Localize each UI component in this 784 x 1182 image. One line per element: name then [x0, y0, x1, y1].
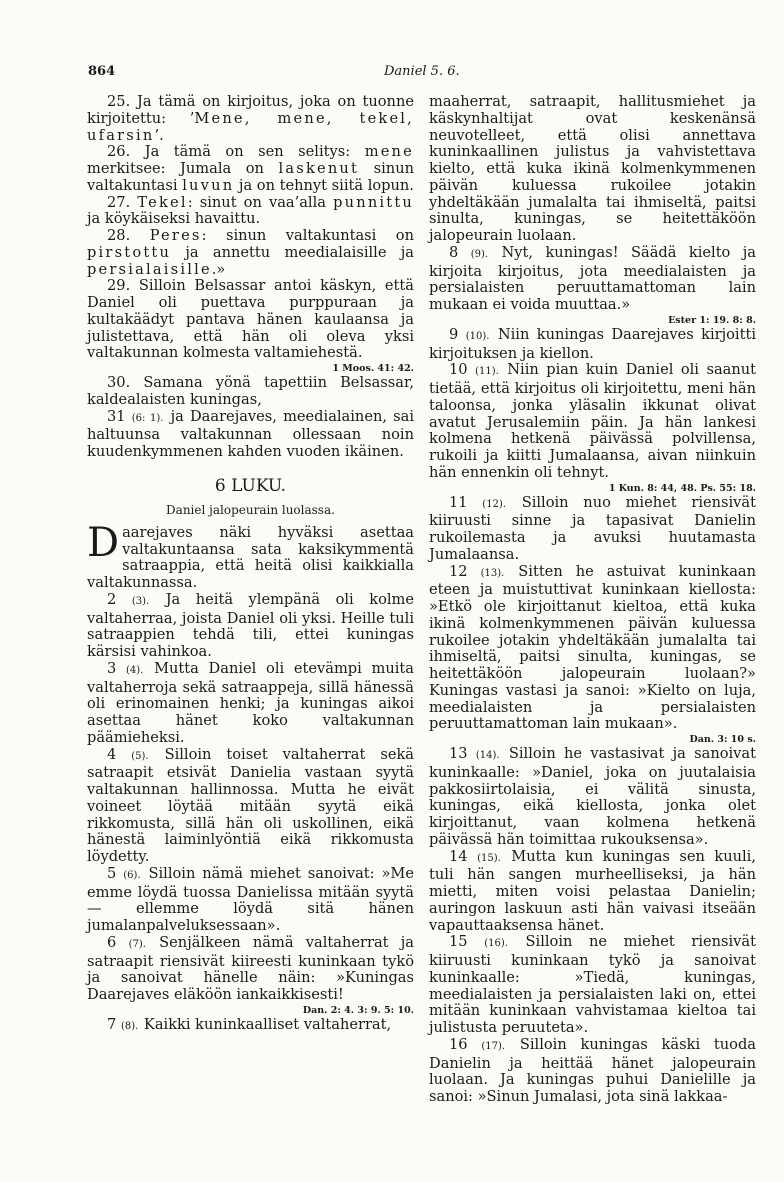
cross-reference: 1 Moos. 41: 42.: [332, 363, 414, 374]
verse-text: Niin kuningas Daarejaves kirjoitti kirjoituksen ja kiellon.: [429, 325, 756, 362]
running-title: Daniel 5. 6.: [384, 64, 460, 79]
verse-number: 26.: [107, 143, 131, 161]
verse-25: [87, 94, 414, 144]
verse-text: Nyt, kuningas! Säädä kielto ja kirjoita kirjoitus, jota meedialaisten ja persialaisten peruuttamattoman lain mukaan ei voida muuttaa.»: [429, 243, 756, 313]
chapter-6-verse-7: [87, 1017, 414, 1036]
verse-text: .»: [211, 260, 226, 278]
verse-text: Silloin kuningas käski tuoda Danielin ja heittää hänet jalopeurain luolaan. Ja kuningas puhui Danielille ja sanoi: »Sinun Jumalasi, jota sinä lakkaa-: [429, 1035, 756, 1105]
spaced-word: luvun: [182, 176, 235, 194]
verse-number: 16: [449, 1035, 468, 1053]
left-column: [87, 94, 414, 1036]
verse-number: 6: [107, 933, 117, 951]
verse-text: [130, 227, 149, 244]
verse-text: Kaikki kuninkaalliset valtaherrat,: [139, 1015, 392, 1033]
verse-text: Silloin nuo miehet riensivät kiiruusti sinne ja tapasivat Danielin rukoilemasta ja avuksi huutamasta Jumalaansa.: [429, 493, 756, 563]
chapter-subtitle: Daniel jalopeurain luolassa.: [166, 502, 335, 517]
chapter-6-verse-10: [429, 362, 756, 481]
verse-text: Senjälkeen nämä valtaherrat ja satraapit riensivät kiireesti kuninkaan tykö ja sanoivat hänelle näin: »Kuningas Daarejaves eläköön iankaikkisesti!: [87, 933, 414, 1003]
verse-30: [87, 375, 414, 409]
cross-reference: 1 Kun. 8: 44, 48. Ps. 55: 18.: [608, 482, 756, 494]
verse-text: Silloin ne miehet riensivät kiiruusti kuninkaan tykö ja sanoivat kuninkaalle: »Tiedä, kuningas, meedialaisten ja persialaisten laki on, ettei mitään kuninkaan vahvistamaa kieltoa tai julistusta peruuteta».: [429, 933, 756, 1036]
verse-number: 12: [449, 562, 468, 580]
verse-28: [87, 228, 414, 278]
verse-text: Ja tämä on kirjoitus, joka on tuonne kirjoitettu: ’: [87, 93, 414, 127]
chapter-6-verse-4: [87, 747, 414, 866]
verse-text: Silloin he vastasivat ja sanoivat kuninkaalle: »Daniel, joka on juutalaisia pakkosiirtolaisia, ei välitä sinusta, kuningas, eikä kiellosta, jonka olet kirjoittanut, vaan kolmena hetkenä päivässä hän toimittaa rukouksensa».: [429, 745, 756, 848]
page-number: 864: [88, 64, 116, 79]
spaced-word: laskenut: [278, 160, 360, 177]
chapter-6-verse-3: [87, 661, 414, 747]
chapter-6-verse-6: [87, 935, 414, 1004]
verse-number: 28.: [107, 227, 131, 244]
alt-verse-number: (10).: [465, 330, 490, 342]
verse-number: 4: [107, 745, 117, 763]
verse-text: Ja heitä ylempänä oli kolme valtaherraa, joista Daniel oli yksi. Heille tuli satraappien tehdä tili, ettei kuningas kärsisi vahinkoa.: [87, 590, 415, 660]
verse-text: : sinun valtakuntasi on: [201, 227, 414, 244]
verse-number: 13: [449, 745, 468, 762]
verse-29: [87, 278, 414, 362]
spaced-word: Mene, mene, tekel, ufarsin: [87, 109, 414, 144]
alt-verse-number: (16).: [484, 938, 508, 950]
right-column: [429, 94, 756, 1106]
verse-text: aarejaves näki hyväksi asettaa valtakuntaansa sata kaksikymmentä satraappia, että heitä olisi kaikkialla valtakunnassa.: [87, 523, 414, 591]
verse-27: [87, 195, 414, 229]
chapter-6-verse-11: [429, 495, 756, 564]
verse-31: [87, 409, 414, 461]
alt-verse-number: (13).: [480, 567, 505, 579]
alt-verse-number: (17).: [481, 1040, 506, 1052]
verse-text: ’.: [154, 126, 164, 144]
page-header: [88, 64, 748, 84]
verse-number: 14: [449, 847, 468, 865]
chapter-6-verse-1: [87, 519, 414, 592]
verse-text: Ja tämä on sen selitys:: [130, 143, 365, 161]
verse-number: 30.: [107, 374, 131, 391]
spaced-word: Tekel: [137, 193, 188, 211]
cross-reference: Ester 1: 19. 8: 8.: [668, 314, 756, 326]
verse-number: 7: [107, 1015, 117, 1033]
verse-text: Mutta Daniel oli etevämpi muita valtaherroja sekä satraappeja, sillä hänessä oli erinomainen henki; ja kuningas aikoi asettaa hänet koko valtakunnan päämieheksi.: [87, 659, 414, 746]
verse-7-continuation: maaherrat, satraapit, hallitusmiehet ja käskynhaltijat ovat keskenänsä neuvotelleet, että olisi annettava kuninkaallinen julistus ja vahvistettava kielto, että kuka ikinä kolmenkymmenen päivän kuluessa rukoilee jotakin yhdeltäkään jumalalta tai ihmiseltä, paitsi sinulta, kuningas, se heitettäköön jalopeurain luolaan.: [429, 93, 756, 244]
verse-text: ja Daarejaves, meedialainen, sai haltuunsa valtakunnan ollessaan noin kuudenkymmenen kahden vuoden ikäinen.: [87, 407, 414, 460]
chapter-6-verse-9: [429, 327, 756, 363]
drop-cap: D: [87, 519, 120, 566]
verse-number: 15: [449, 933, 468, 951]
verse-number: 27.: [107, 193, 131, 211]
verse-number: 3: [107, 659, 117, 677]
verse-text: Silloin nämä miehet sanoivat: »Me emme löydä tuossa Danielissa mitään syytä — ellemme löydä sitä hänen jumalanpalveluksessaan».: [87, 864, 415, 934]
verse-number: 2: [107, 590, 117, 608]
spaced-word: Peres: [149, 227, 202, 244]
alt-verse-number: (7).: [128, 938, 146, 950]
alt-verse-number: (9).: [470, 248, 489, 260]
verse-text: Silloin Belsassar antoi käskyn, että Daniel oli puettava purppuraan ja kultakäädyt pantava hänen kaulaansa ja julistettava, että hän oli oleva yksi valtakunnan kolmesta valtamiehestä.: [87, 277, 414, 362]
chapter-6-verse-13: [429, 746, 756, 849]
alt-verse-number: (3).: [131, 595, 150, 607]
verse-number: 8: [449, 243, 459, 261]
alt-verse-number: (11).: [475, 366, 499, 378]
chapter-6-verse-5: [87, 866, 414, 935]
chapter-6-verse-14: [429, 849, 756, 935]
alt-verse-number: (8).: [120, 1020, 139, 1032]
verse-number: 11: [449, 493, 468, 511]
spaced-word: punnittu: [333, 193, 415, 211]
cross-reference: Dan. 2: 4. 3: 9. 5: 10.: [302, 1004, 414, 1016]
verse-text: Mutta kun kuningas sen kuuli, tuli hän sangen murheelliseksi, ja hän mietti, miten voisi pelastaa Danielin; auringon laskuun asti hän vaivasi itseään vapauttaaksensa hänet.: [429, 847, 756, 934]
alt-verse-number: (12).: [482, 498, 507, 510]
alt-verse-number: (6: 1).: [131, 412, 164, 424]
chapter-6-verse-12: [429, 564, 756, 734]
verse-number: 31: [107, 407, 126, 425]
verse-text: : sinut on vaa’alla: [187, 193, 334, 211]
verse-number: 5: [107, 864, 117, 882]
verse-text: Niin pian kuin Daniel oli saanut tietää, että kirjoitus oli kirjoitettu, meni hän taloonsa, jonka yläsalin ikkunat olivat avatut Jerusalemiin päin. Ja hän lankesi kolmena hetkenä päivässä polvillensa, rukoili ja kiitti Jumalaansa, aivan niinkuin hän ennenkin oli tehnyt.: [429, 361, 757, 481]
verse-text: sinun valtakuntasi: [87, 160, 414, 194]
verse-text: ja on tehnyt siitä lopun.: [234, 176, 414, 194]
spaced-word: pirstottu: [87, 243, 172, 261]
chapter-6-verse-16: [429, 1037, 756, 1106]
verse-26: [87, 144, 414, 194]
alt-verse-number: (14).: [475, 750, 500, 761]
verse-number: 29.: [107, 277, 131, 295]
alt-verse-number: (4).: [126, 664, 144, 676]
verse-number: 9: [449, 325, 459, 343]
chapter-6-verse-8: [429, 245, 756, 314]
alt-verse-number: (15).: [477, 852, 501, 864]
verse-text: ja köykäiseksi havaittu.: [87, 210, 261, 228]
verse-number: 25.: [107, 93, 131, 110]
verse-text: ja annettu meedialaisille ja: [171, 243, 414, 261]
alt-verse-number: (6).: [123, 869, 141, 881]
verse-text: merkitsee: Jumala on: [87, 160, 279, 177]
chapter-6-verse-15: [429, 934, 756, 1037]
cross-reference: Dan. 3: 10 s.: [689, 734, 756, 745]
chapter-6-verse-2: [87, 592, 414, 661]
chapter-heading: 6 LUKU.: [214, 475, 287, 496]
verse-number: 10: [449, 361, 468, 379]
spaced-word: persialaisille: [87, 260, 212, 278]
verse-text: Samana yönä tapettiin Belsassar, kaldealaisten kuningas,: [87, 374, 414, 408]
spaced-word: mene: [364, 143, 414, 161]
verse-text: Sitten he astuivat kuninkaan eteen ja muistuttivat kuninkaan kiellosta: »Etkö ole kirjoittanut kieltoa, että kuka ikinä kolmenkymmenen päivän kuluessa rukoilee jotakin yhdeltäkään jumalalta tai ihmiseltä, paitsi sinulta, kuningas, se heitettäköön jalopeurain luolaan?» Kuningas vastasi ja sanoi: »Kielto on lujа, meedialaisten ja persialaisten peruuttamattoman lain mukaan».: [429, 562, 756, 733]
alt-verse-number: (5).: [131, 750, 149, 762]
verse-text: Silloin toiset valtaherrat sekä satraapit etsivät Danielia vastaan syytä valtakunnan hallinnossa. Mutta he eivät voineet löytää mitään syytä eikä rikkomusta, sillä hän oli uskollinen, eikä hänestä laiminlyöntiä eikä rikkomusta löydetty.: [87, 745, 415, 865]
